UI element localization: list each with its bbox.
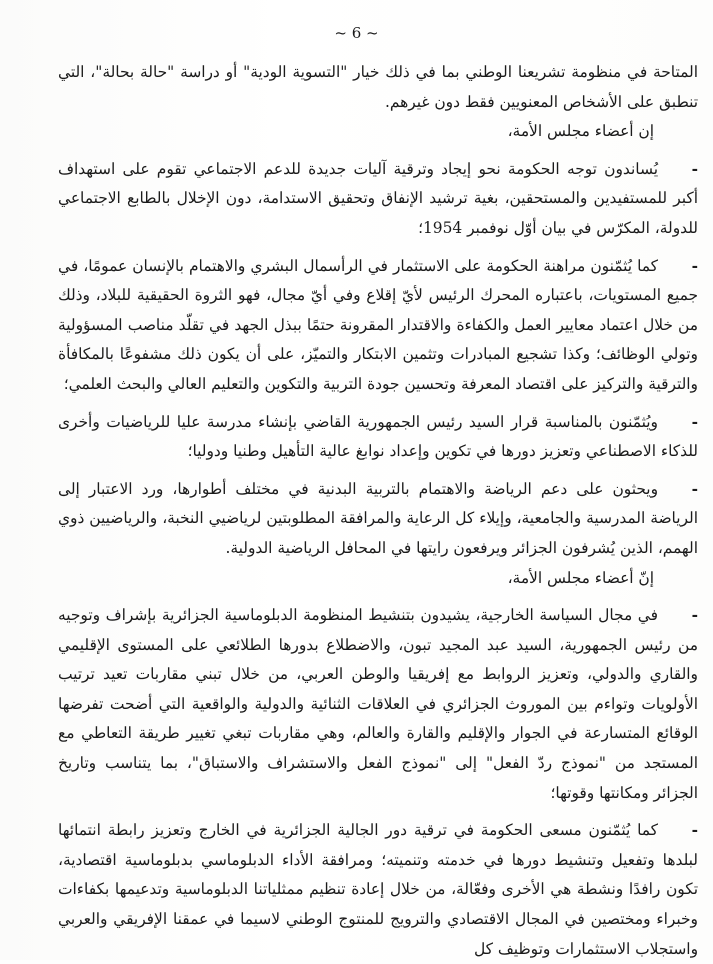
bullet-paragraph [58, 475, 698, 564]
bullet-text: ويحثون على دعم الرياضة والاهتمام بالتربية البدنية في مختلف أطوارها، ورد الاعتبار إلى الرياضة المدرسية والجامعية، وإيلاء كل الرعاية والمرافقة المطلوبتين لرياضيي النخبة، والرياضيين ذوي الهمم، الذين يُشرفون الجزائر ويرفعون رايتها في المحافل الرياضية الدولية. [58, 479, 698, 557]
dash-bullet: - [691, 606, 698, 625]
paragraph-continuation [58, 58, 698, 117]
bullet-text: كما يُثمّنون مراهنة الحكومة على الاستثمار في الرأسمال البشري والاهتمام بالإنسان عمومًا، في جميع المستويات، باعتباره المحرك الرئيس لأيّ إقلاع وفي أيّ مجال، فهو الثروة الحقيقية للبلاد، وذلك من خلال اعتماد معايير العمل والكفاءة والاقتدار المقرونة حتمًا ببذل الجهد في تقلّد مناصب المسؤولية وتولي الوظائف؛ وكذا تشجيع المبادرات وتثمين الابتكار والتميّز، على أن يكون ذلك مشفوعًا بالمكافأة والترقية والتركيز على اقتصاد المعرفة وتحسين جودة التربية والتكوين والتعليم العالي والبحث العلمي؛ [58, 256, 698, 393]
address-text: إن أعضاء مجلس الأمة، [507, 122, 654, 141]
dash-bullet: - [691, 821, 698, 840]
bullet-paragraph [58, 816, 698, 964]
dash-bullet: - [691, 412, 698, 431]
bullet-paragraph [58, 601, 698, 808]
dash-bullet: - [691, 479, 698, 498]
bullet-paragraph [58, 408, 698, 467]
page-number: ~ 6 ~ [334, 24, 379, 42]
bullet-paragraph [58, 155, 698, 244]
dash-bullet: - [691, 159, 698, 178]
bullet-text: في مجال السياسة الخارجية، يشيدون بتنشيط المنظومة الدبلوماسية الجزائرية بإشراف وتوجيه من رئيس الجمهورية، السيد عبد المجيد تبون، والاضطلاع بدورها الطلائعي على المستوى الإقليمي والقاري والدولي، وتعزيز الروابط مع إفريقيا والوطن العربي، من خلال تبني مقاربات تعيد ترتيب الأولويات وتواءم بين الموروث الجزائري في العلاقات الثنائية والدولية والواقعية التي أضحت تفرضها الوقائع المتسارعة في الجوار والإقليم والقارة والعالم، وهي مقاربات تبغي تغيير طريقة التعاطي مع المستجد من "نموذج ردّ الفعل" إلى "نموذج الفعل والاستشراف والاستباق"، بما يتناسب وتاريخ الجزائر ومكانتها وقوتها؛ [58, 606, 698, 802]
bullet-paragraph [58, 252, 698, 400]
address-text: إنّ أعضاء مجلس الأمة، [507, 568, 654, 587]
bullet-text: ويُثمّنون بالمناسبة قرار السيد رئيس الجمهورية القاضي بإنشاء مدرسة عليا للرياضيات وأخرى للذكاء الاصطناعي وتعزيز دورها في تكوين وإعداد نوابغ عالية التأهيل وطنيا ودوليا؛ [58, 412, 698, 461]
address-line [58, 564, 698, 594]
address-line [58, 117, 698, 147]
bullet-text: يُساندون توجه الحكومة نحو إيجاد وترقية آليات جديدة للدعم الاجتماعي تقوم على استهداف أكبر للمستفيدين والمستحقين، بغية ترشيد الإنفاق وتحقيق الاستدامة، دون الإخلال بالطابع الاجتماعي للدولة، المكرّس في بيان أوّل نوفمبر 1954؛ [58, 159, 698, 237]
paragraph-text: المتاحة في منظومة تشريعنا الوطني بما في ذلك خيار "التسوية الودية" أو دراسة "حالة بحالة"، التي تنطبق على الأشخاص المعنويين فقط دون غيرهم. [58, 63, 698, 111]
bullet-text: كما يُثمّنون مسعى الحكومة في ترقية دور الجالية الجزائرية في الخارج وتعزيز رابطة انتمائها لبلدها وتفعيل وتنشيط دورها في خدمته وتنميته؛ ومرافقة الأداء الدبلوماسي بدبلوماسية اقتصادية، تكون رافدًا ونشطة هي الأخرى وفعّالة، من خلال إعادة تنظيم ممثلياتنا الدبلوماسية وتدعيمها بكفاءات وخبراء ومختصين في المجال الاقتصادي والترويج للمنتوج الوطني لاسيما في عمقنا الإفريقي والعربي واستجلاب الاستثمارات وتوظيف كل [58, 821, 698, 958]
document-body [58, 58, 698, 964]
dash-bullet: - [691, 256, 698, 275]
